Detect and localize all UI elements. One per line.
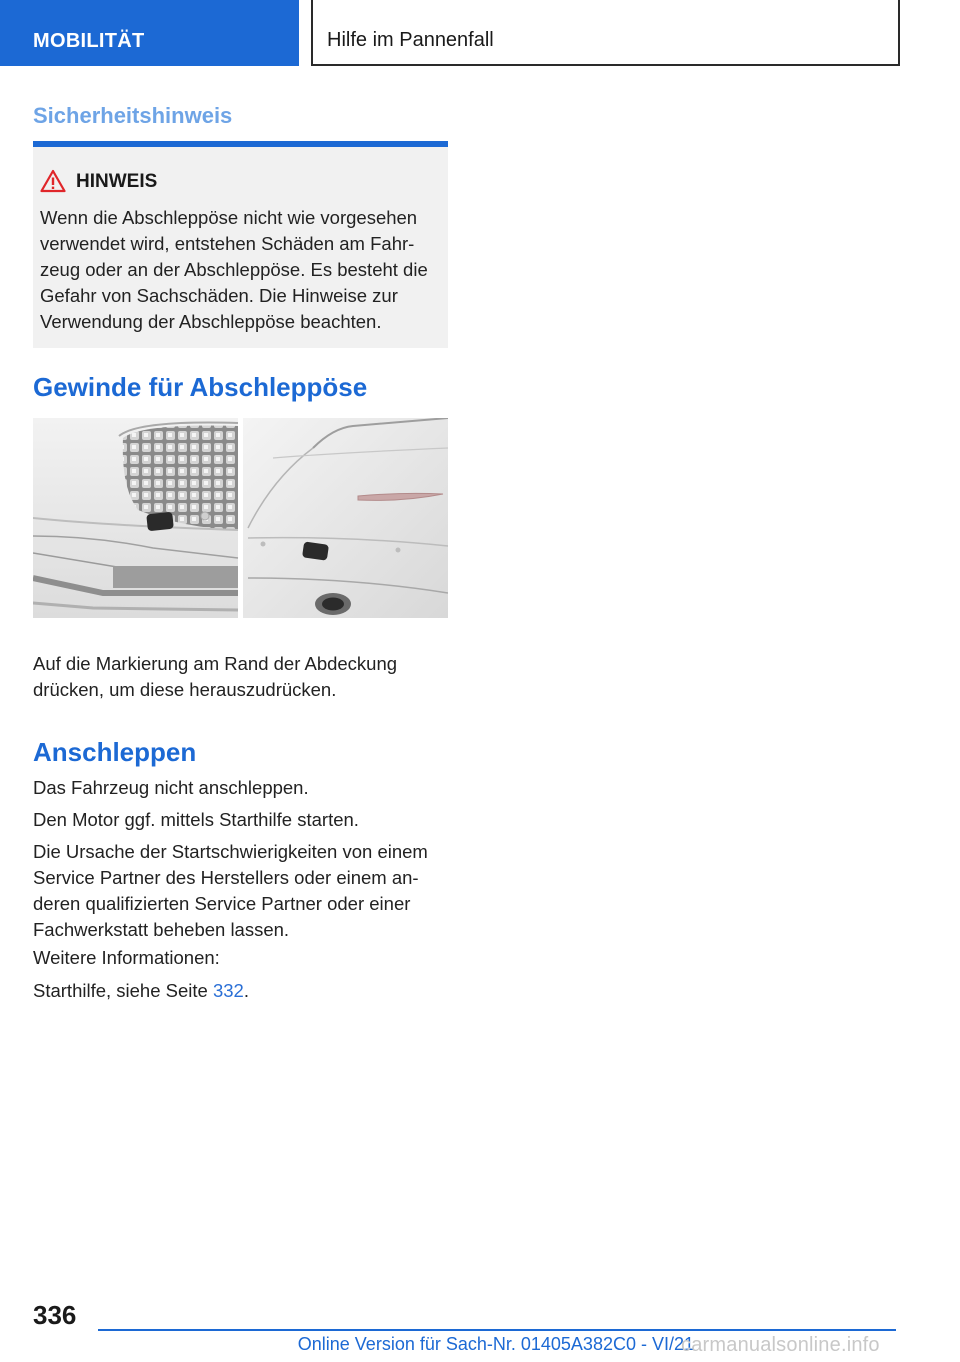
tow-line: Die Ursache der Startschwierigkeiten von einem	[33, 841, 428, 862]
chapter-title: Hilfe im Pannenfall	[327, 29, 494, 51]
page-number: 336	[33, 1300, 77, 1330]
tow-eye-cover-illustration	[33, 418, 448, 618]
tow-paragraph-2: Den Motor ggf. mittels Starthilfe starten.	[33, 809, 359, 830]
page-header	[0, 0, 960, 66]
watermark: carmanualsonline.info	[681, 1334, 880, 1356]
safety-heading: Sicherheitshinweis	[33, 103, 233, 128]
notice-line: Verwendung der Abschleppöse beachten.	[40, 311, 382, 332]
thread-caption	[33, 651, 453, 703]
tow-line: deren qualifizierten Service Partner oder einer	[33, 893, 411, 914]
tow-line: Service Partner des Herstellers oder einem an-	[33, 867, 419, 888]
tow-paragraph-4: Weitere Informationen:	[33, 947, 220, 968]
section-tab: MOBILITÄT	[0, 0, 299, 66]
tow-paragraph-1: Das Fahrzeug nicht anschleppen.	[33, 777, 309, 798]
warning-triangle-icon	[40, 169, 66, 193]
front-bumper-photo	[33, 418, 238, 618]
caption-line: drücken, um diese herauszudrücken.	[33, 679, 337, 700]
footer-divider	[98, 1329, 896, 1331]
tow-line: Fachwerkstatt beheben lassen.	[33, 919, 290, 940]
reference-end: .	[243, 980, 249, 1001]
thread-heading: Gewinde für Abschleppöse	[33, 372, 368, 402]
reference-text: Starthilfe, siehe Seite	[33, 980, 213, 1001]
notice-text	[40, 205, 445, 335]
starthilfe-reference	[33, 978, 453, 1004]
caption-line: Auf die Markierung am Rand der Abdeckung	[33, 653, 398, 674]
notice-box	[33, 141, 448, 348]
page-link-332[interactable]: 332	[212, 980, 244, 1001]
rear-bumper-photo	[243, 418, 448, 618]
tow-paragraph-3	[33, 839, 453, 943]
notice-label: HINWEIS	[76, 171, 158, 192]
footer-online-version: Online Version für Sach-Nr. 01405A382C0 - VI/21	[297, 1334, 694, 1354]
notice-line: verwendet wird, entstehen Schäden am Fahr-	[40, 233, 415, 254]
notice-line: Wenn die Abschleppöse nicht wie vorgesehen	[40, 207, 418, 228]
notice-line: zeug oder an der Abschleppöse. Es besteht die	[40, 259, 428, 280]
chapter-box	[311, 0, 900, 66]
notice-line: Gefahr von Sachschäden. Die Hinweise zur	[40, 285, 398, 306]
tow-heading: Anschleppen	[33, 737, 197, 767]
